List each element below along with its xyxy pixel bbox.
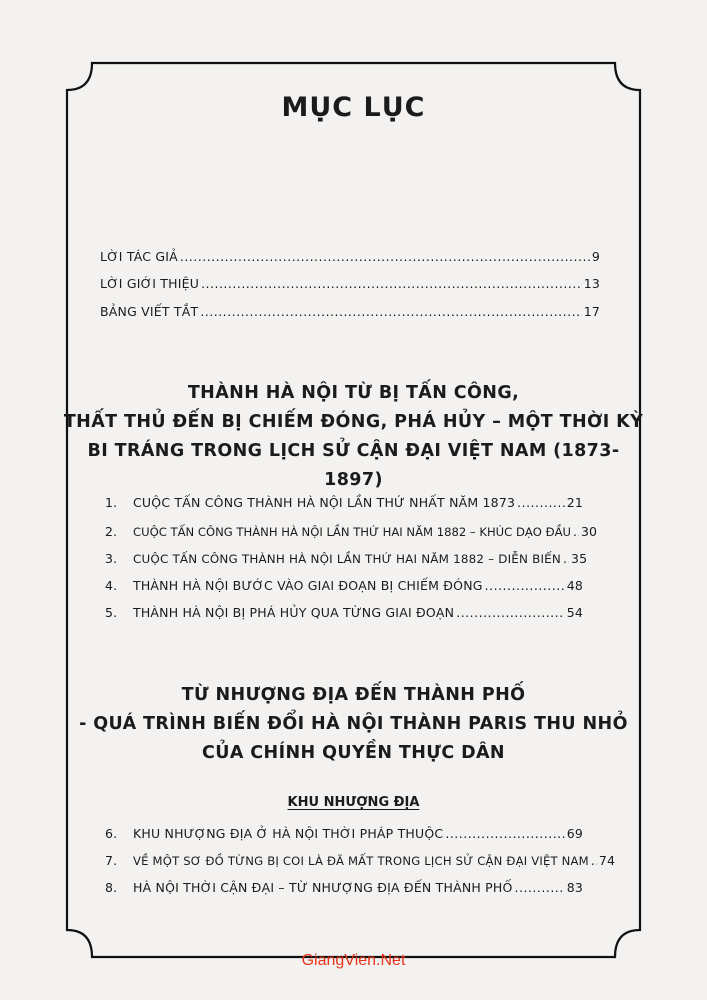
toc-entry-7[interactable] [105,853,616,868]
page-title: MỤC LỤC [281,92,426,123]
toc-entry-label: LỜI TÁC GIẢ [100,249,178,264]
toc-entry-number: 6. [105,826,118,841]
dot-leader [201,276,582,291]
toc-entry-page: 83 [566,880,583,895]
toc-entry-page: 74 [598,853,616,868]
part2-heading-line: TỪ NHƯỢNG ĐỊA ĐẾN THÀNH PHỐ [181,685,526,705]
dot-leader [517,495,565,510]
toc-entry-number: 8. [105,880,118,895]
toc-entry-page: 21 [566,495,583,510]
toc-entry-4[interactable] [105,578,583,593]
part2-heading-line: CỦA CHÍNH QUYỀN THỰC DÂN [202,743,505,763]
toc-entry-loi-gioi-thieu[interactable] [100,276,600,291]
watermark-text: GiangVien.Net [301,952,406,969]
toc-entry-number: 4. [105,578,118,593]
toc-entry-number: 1. [105,495,118,510]
toc-entry-label: KHU NHƯỢNG ĐỊA Ở HÀ NỘI THỜI PHÁP THUỘC [133,826,444,841]
dot-leader [485,578,565,593]
toc-entry-label: THÀNH HÀ NỘI BỊ PHÁ HỦY QUA TỪNG GIAI ĐOẠN [133,605,455,620]
toc-entry-page: 17 [583,304,600,319]
toc-entry-page: 54 [566,605,583,620]
toc-entry-label: CUỘC TẤN CÔNG THÀNH HÀ NỘI LẦN THỨ HAI NĂM 1882 – KHÚC DẠO ĐẦU [133,525,572,539]
dot-leader [591,853,597,868]
part2-heading [60,681,647,768]
dot-leader [515,880,565,895]
toc-entry-label: LỜI GIỚI THIỆU [100,276,200,291]
toc-entry-page: 69 [566,826,583,841]
toc-entry-number: 5. [105,605,118,620]
toc-entry-page: 13 [583,276,600,291]
toc-entry-label: VỀ MỘT SƠ ĐỒ TỪNG BỊ COI LÀ ĐÃ MẤT TRONG LỊCH SỬ CẬN ĐẠI VIỆT NAM [133,854,589,868]
toc-entry-label: CUỘC TẤN CÔNG THÀNH HÀ NỘI LẦN THỨ HAI NĂM 1882 – DIỄN BIẾN [133,552,561,566]
toc-entry-2[interactable] [105,524,597,539]
dot-leader [563,551,569,566]
dot-leader [573,524,579,539]
toc-entry-page: 48 [566,578,583,593]
section-subheading [0,795,707,810]
toc-entry-1[interactable] [105,495,583,510]
dot-leader [456,605,564,620]
dot-leader [180,249,590,264]
toc-entry-page: 30 [581,524,597,539]
toc-entry-label: THÀNH HÀ NỘI BƯỚC VÀO GIAI ĐOẠN BỊ CHIẾM ĐÓNG [133,578,483,593]
dot-leader [445,826,564,841]
toc-entry-8[interactable] [105,880,583,895]
toc-entry-5[interactable] [105,605,583,620]
subheading-text: KHU NHƯỢNG ĐỊA [287,795,420,810]
toc-entry-label: CUỘC TẤN CÔNG THÀNH HÀ NỘI LẦN THỨ NHẤT NĂM 1873 [133,495,516,510]
toc-entry-6[interactable] [105,826,583,841]
toc-entry-number: 7. [105,853,118,868]
part1-heading [60,379,647,495]
part2-heading-line: - QUÁ TRÌNH BIẾN ĐỔI HÀ NỘI THÀNH PARIS THU NHỎ [79,714,628,734]
toc-entry-page: 35 [570,551,588,566]
part1-heading-line: BI TRÁNG TRONG LỊCH SỬ CẬN ĐẠI VIỆT NAM (1873-1897) [87,441,620,490]
toc-entry-bang-viet-tat[interactable] [100,304,600,319]
part1-heading-line: THÀNH HÀ NỘI TỪ BỊ TẤN CÔNG, [187,383,520,403]
toc-entry-number: 3. [105,551,118,566]
toc-entry-loi-tac-gia[interactable] [100,249,600,264]
toc-entry-3[interactable] [105,551,588,566]
part1-heading-line: THẤT THỦ ĐẾN BỊ CHIẾM ĐÓNG, PHÁ HỦY – MỘT THỜI KỲ [63,412,644,432]
toc-entry-page: 9 [591,249,600,264]
toc-entry-label: HÀ NỘI THỜI CẬN ĐẠI – TỪ NHƯỢNG ĐỊA ĐẾN THÀNH PHỐ [133,880,513,895]
toc-entry-label: BẢNG VIẾT TẮT [100,304,199,319]
dot-leader [200,304,581,319]
toc-entry-number: 2. [105,524,117,539]
